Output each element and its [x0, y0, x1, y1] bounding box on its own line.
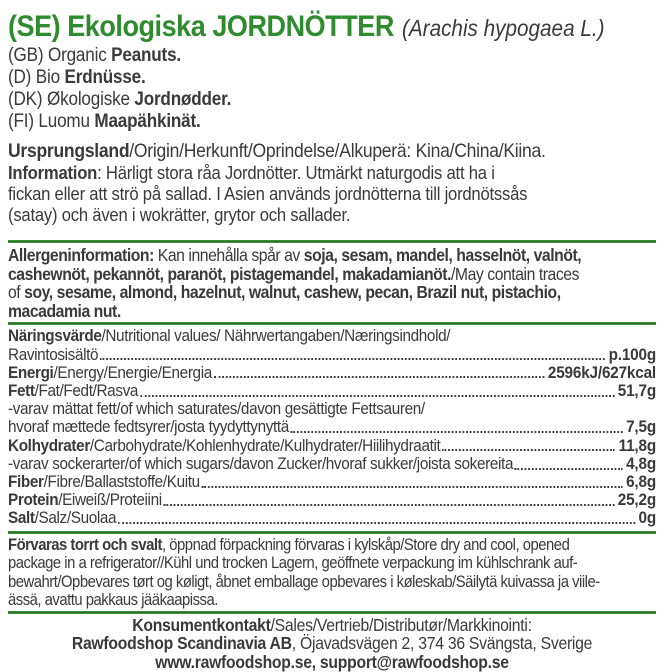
- nutrition-row-value: 11,8g: [618, 435, 656, 455]
- allergen-list: soja, sesam, mandel, hasselnöt, valnöt,: [303, 245, 582, 265]
- translation-line-de: [8, 67, 656, 89]
- nutrition-row-label: Protein: [8, 490, 59, 510]
- dotted-leader: [442, 449, 615, 451]
- information-line: [8, 162, 656, 183]
- information-text: (satay) och även i wokrätter, grytor och sallader.: [8, 204, 351, 225]
- storage-line: [8, 536, 656, 555]
- nutrition-row-value: 7,5g: [626, 417, 656, 437]
- nutrition-title: Näringsvärde: [8, 326, 102, 346]
- translation-prefix: (GB) Organic: [8, 45, 112, 66]
- storage-line: [8, 554, 656, 573]
- translation-line-gb: [8, 45, 656, 67]
- nutrition-row-label: Kolhydrater: [8, 435, 90, 455]
- contact-web-line: [8, 653, 656, 672]
- storage-paragraph: [8, 536, 656, 610]
- green-divider: [8, 322, 656, 325]
- nutrition-row-translations: /Fat/Fedt/Rasva: [34, 380, 139, 400]
- nutrition-row-value: 51,7g: [617, 380, 656, 400]
- nutrition-row-translations: /Energy/Energie/Energia: [53, 362, 212, 382]
- product-title: (SE) Ekologiska JORDNÖTTER: [8, 10, 394, 43]
- allergen-line: [8, 283, 656, 302]
- storage-text: bewahrt/Opbevares tørt og køligt, åbnet emballage opbevares i køleskab/Säilytä kuivassa ja viile-: [8, 572, 600, 591]
- allergen-line: [8, 265, 656, 284]
- nutrition-header-line: [8, 327, 656, 345]
- green-divider: [8, 611, 656, 614]
- allergen-list: cashewnöt, pekannöt, paranöt, pistagemandel, makadamianöt.: [8, 263, 452, 284]
- contact-roles-line: [8, 616, 656, 635]
- nutrition-table: [8, 327, 656, 527]
- nutrition-row-salt: [8, 509, 656, 527]
- dotted-leader: [118, 522, 635, 524]
- allergen-text: /May contain traces: [451, 263, 580, 284]
- contact-block: [8, 616, 656, 672]
- information-text: fickan eller att strö på sallad. I Asien används jordnötterna till jordnötssås: [8, 183, 528, 204]
- nutrition-row-per100: [8, 346, 656, 364]
- allergen-line: [8, 246, 656, 265]
- nutrition-row-protein: [8, 491, 656, 509]
- company-name: Rawfoodshop Scandinavia AB: [71, 633, 292, 654]
- allergen-label: Allergeninformation:: [8, 245, 154, 265]
- information-label: Information: [8, 162, 98, 183]
- label-content: [8, 10, 656, 672]
- allergen-text: Kan innehålla spår av: [153, 245, 304, 265]
- dotted-leader: [202, 486, 623, 488]
- storage-label: Förvaras torrt och svalt: [8, 535, 163, 554]
- nutrition-row-translations: /Eiweiß/Proteiini: [58, 490, 162, 510]
- nutrition-row-label: -varav sockerarter/of which sugars/davon Zucker/hvoraf sukker/joista sokereita: [8, 453, 514, 473]
- company-address: , Öjavadsvägen 2, 374 36 Svängsta, Sverige: [291, 633, 593, 654]
- nutrition-row-value: 0g: [638, 508, 656, 528]
- dotted-leader: [214, 376, 545, 378]
- nutrition-row-saturates: [8, 418, 656, 436]
- nutrition-row-label: Salt: [8, 508, 35, 528]
- storage-text: ässä, avattu pakkaus jääkaapissa.: [8, 591, 218, 610]
- nutrition-row-translations: /Carbohydrate/Kohlenhydrate/Kulhydrater/Hiilihydraatit: [89, 435, 441, 455]
- translation-prefix: (FI) Luomu: [8, 111, 95, 132]
- dotted-leader: [140, 395, 614, 397]
- nutrition-row-carbohydrate: [8, 437, 656, 455]
- translation-line-dk: [8, 89, 656, 111]
- contact-label: Konsumentkontakt: [132, 614, 271, 635]
- translation-name: Jordnødder.: [134, 89, 232, 110]
- storage-line: [8, 573, 656, 592]
- nutrition-row-value: 2596kJ/627kcal: [547, 362, 656, 382]
- nutrition-row-translations: /Salz/Suolaa: [34, 508, 117, 528]
- nutrition-row-value: 4,8g: [626, 453, 656, 473]
- nutrition-row-value: 6,8g: [626, 472, 656, 491]
- information-line: [8, 204, 656, 225]
- nutrition-row-fibre: [8, 473, 656, 491]
- nutrition-row-label: hvoraf mættede fedtsyrer/josta tyydyttynyttä: [8, 417, 289, 437]
- information-line: [8, 183, 656, 204]
- latin-name: (Arachis hypogaea L.): [401, 15, 605, 41]
- nutrition-row-value: 25,2g: [617, 490, 656, 510]
- nutrition-row-translations: -varav mättat fett/of which saturates/davon gesättigte Fettsauren/: [8, 399, 425, 419]
- translation-prefix: (D) Bio: [8, 67, 65, 88]
- allergen-line: [8, 302, 656, 321]
- contact-address-line: [8, 634, 656, 653]
- nutrition-row-translations: /Fibre/Ballaststoffe/Kuitu: [43, 472, 200, 491]
- translation-line-fi: [8, 111, 656, 133]
- nutrition-row-saturates-line1: [8, 400, 656, 418]
- storage-text: package in a refrigerator//Kühl und trocken Lagern, geöffnete verpackung im kühlschrank auf-: [8, 554, 578, 573]
- dotted-leader: [100, 358, 605, 360]
- origin-label: Ursprungsland: [8, 140, 130, 162]
- allergen-list: macadamia nut.: [8, 300, 121, 321]
- nutrition-row-energy: [8, 364, 656, 382]
- dotted-leader: [291, 431, 623, 433]
- storage-line: [8, 591, 656, 610]
- website-email: www.rawfoodshop.se, support@rawfoodshop.se: [155, 652, 509, 672]
- translation-prefix: (DK) Økologiske: [8, 89, 135, 110]
- nutrition-row-label: Fiber: [8, 472, 44, 491]
- dotted-leader: [515, 468, 623, 470]
- origin-value: /Origin/Herkunft/Oprindelse/Alkuperä: Kina/China/Kiina.: [129, 140, 546, 162]
- contact-roles: /Sales/Vertrieb/Distributør/Markkinointi:: [270, 614, 532, 635]
- green-divider: [8, 531, 656, 534]
- nutrition-title-translations: /Nutritional values/ Nährwertangaben/Næringsindhold/: [101, 326, 451, 346]
- allergen-text: of: [8, 282, 25, 303]
- allergen-paragraph: [8, 246, 656, 320]
- translation-name: Erdnüsse.: [64, 67, 146, 88]
- translations: [8, 45, 656, 133]
- nutrition-row-label: Fett: [8, 380, 35, 400]
- information-paragraph: [8, 162, 656, 225]
- allergen-list: soy, sesame, almond, hazelnut, walnut, cashew, pecan, Brazil nut, pistachio,: [24, 282, 561, 303]
- storage-text: , öppnad förpackning förvaras i kylskåp/Store dry and cool, opened: [162, 535, 570, 554]
- nutrition-row-sugars: [8, 455, 656, 473]
- title-line: [8, 10, 656, 45]
- nutrition-row-fat: [8, 382, 656, 400]
- nutrition-row-value: p.100g: [608, 344, 656, 364]
- nutrition-row-label: Ravintosisältö: [8, 344, 99, 364]
- dotted-leader: [164, 504, 615, 506]
- translation-name: Maapähkinät.: [94, 111, 201, 132]
- translation-name: Peanuts.: [111, 45, 181, 66]
- origin-line: [8, 140, 656, 162]
- information-text: : Härligt stora råa Jordnötter. Utmärkt naturgodis att ha i: [97, 162, 495, 183]
- green-divider: [8, 240, 656, 243]
- nutrition-row-label: Energi: [8, 362, 54, 382]
